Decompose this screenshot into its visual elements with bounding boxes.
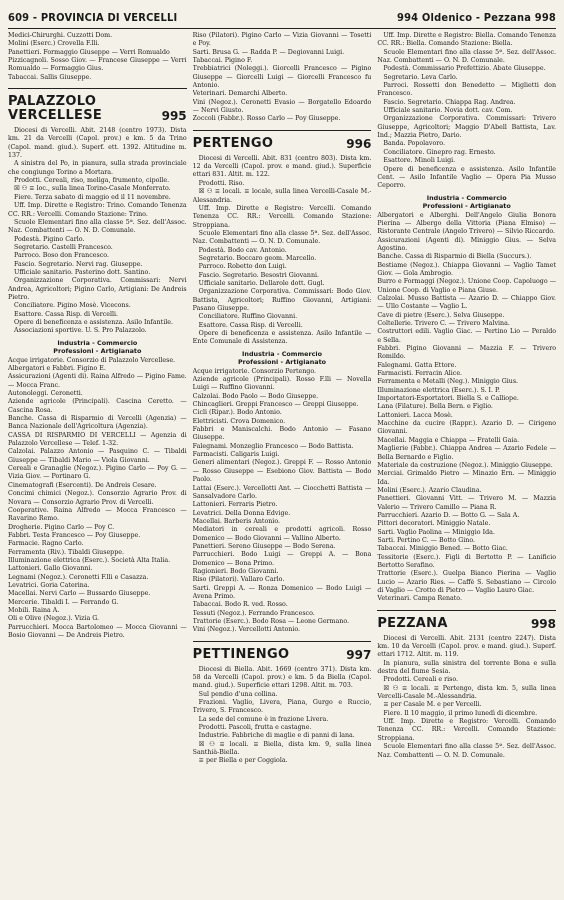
entry-line: Riso (Pilatori). Pigino Carlo — Vizia Giovanni — Tosetti e Poy. [192,32,372,48]
business-entry: Calzolai. Bodo Paolo — Bodo Giuseppe. [192,392,319,400]
business-entry: Banche. Cassa di Risparmio di Vercelli (Agenzia) — Banca Nazionale dell'Agricoltura (Agenzia). [8,415,187,431]
commune-info: Conciliatore. Ginepro rag. Ernesto. [383,148,496,156]
commune-info: Segretario. Leva Carlo. [383,73,458,81]
commune-number: 996 [346,136,372,151]
commune-info: Parroco. Robetto don Luigi. [198,263,287,271]
commune-info: Fascio. Segretario. Chiappa Rag. Andrea. [383,98,516,106]
business-entry: Tessuti (Negoz.). Ferrando Francesco. [192,609,315,617]
business-entry: Veterinari. Campa Renato. [377,595,462,603]
commune-info: In pianura, sulla sinistra del torrente Bona e sulla destra del fiume Sesia. [377,659,557,676]
business-entry: Molini (Eserc.). Azario Claudina. [377,486,482,494]
business-entry: Cicli (Ripar.). Bodo Antonio. [192,409,282,417]
business-entry: Lattai (Eserc.). Vercellotti Ant. — Ciocchetti Battista — Sansalvadore Carlo. [192,484,372,500]
business-entry: Cereali e Granaglie (Negoz.). Pigino Carlo — Poy G. — Vizia Giov. — Portinaro G. [8,465,187,481]
business-entry: Albergatori e Fabbri. Figino E. [8,365,106,372]
entry-line: Molini (Eserc.) Crovella F.lli. [8,40,100,48]
entry-line: Pizzicagnoli. Sosso Giov. — Francese Giuseppe — Verri Romualdo — Formaggio Gius. [8,57,187,73]
commune-info: Ufficiale sanitario. Novia dott. cav. Com. [383,107,513,115]
entry-line: Tabaccai. Sallis Giuseppe. [8,73,92,81]
business-entry: Cinematografi (Esercenti). De Andreis Cesare. [8,481,157,489]
commune-info: ☒ ⚇ ≡ locali. ≡ Pertengo, dista km. 5, sulla linea Vercelli-Casale M.-Alessandria. [377,684,557,701]
business-entry: Panettieri. Giovanni Vitt. — Trivero M. — Mazzia Valerio — Trivero Camillo — Piana R. [377,495,557,511]
commune-info: Prodotti. Pascoli, frutta e castagne. [198,724,312,732]
column-3 [377,32,556,894]
commune-info: Esattore. Minoli Luigi. [383,157,456,165]
business-entry: Macellai. Nervi Carlo — Bussardo Giuseppe. [8,590,151,598]
commune-info: ≡ per Biella e per Coggiola. [198,757,288,765]
business-entry: Illuminazione elettrica (Eserc.). S. I. P. [377,386,501,394]
commune-heading [193,130,372,151]
commune-info: ☒ ⚇ ≡ loc., sulla linea Torino-Casale Monferrato. [14,185,171,193]
business-entry: Tabaccai. Miniggio Bened. — Botto Giac. [377,545,508,553]
commune-info: Diocesi di Biella. Abit. 1669 (centro 371). Dista km. 58 da Vercelli (Capol. prov.) e km. 5 da Biella (Capol. mand. giud.). Superficie ettari 1298. Altit. m. 703. [192,665,372,690]
business-entry: Concimi chimici (Negoz.). Consorzio Agrario Prov. di Novara — Consorzio Agrario Prov. di Vercelli. [8,490,187,506]
business-entry: Lana (Filature). Bella Bern. e Figlio. [377,403,493,411]
business-entry: CASSA DI RISPARMIO DI VERCELLI — Agenzia di Palazzolo Vercellese — Telef. 1-32. [8,431,187,448]
commune-title: PEZZANA [377,615,448,631]
business-entry: Sarti. Vaglio Paolina — Miniggio Ida. [377,528,495,536]
commune-number: 998 [530,616,557,631]
business-entry: Macellai. Barberis Antonio. [192,517,281,525]
business-entry: Farmacisti. Caligaris Luigi. [192,451,280,459]
commune-info: La sede del comune è in frazione Livera. [198,715,329,723]
business-entry: Aziende agricole (Principali). Rosso F.lli — Novella Luigi — Ruffino Giovanni. [192,376,372,392]
section-subheading: Industria - Commercio Professioni - Artigianato [237,349,327,366]
business-entry: Calzolai. Musso Battista — Azario D. — Chiappo Giov. — Ullo Costante — Vaglio L. [377,294,557,311]
commune-info: ☒ ⚇ ≡ locali. ≡ Biella, dista km. 9, sulla linea Santhià-Biella. [192,740,372,757]
business-entry: Mobili. Raina A. [8,606,60,614]
commune-info: Diocesi di Vercelli. Abit. 831 (centro 803). Dista km. 12 da Vercelli (Capol. prov. e mand. giud.). Superficie ettari 831. Altit. m. 122. [192,154,372,179]
business-entry: Acque irrigatorie. Consorzio Pertengo. [192,367,317,375]
business-entry: Maglierie (Fabbr.). Chiappa Andrea — Azario Fedele — Bella Bernardo e Figlio. [377,445,557,461]
business-entry: Parrucchieri. Azario D. — Botto G. — Sala A. [377,511,520,519]
columns [8,32,556,894]
commune-info: Podestà. Commissario Prefettizio. Abate Giuseppe. [383,65,546,73]
business-entry: Lattonieri. Lacca Mosè. [377,411,453,419]
column-2 [193,32,372,894]
commune-info: ≡ per Casale M. e per Vercelli. [383,701,482,709]
business-entry: Coltellerie. Trivero C. — Trivero Malvina. [377,320,510,327]
commune-info: Scuole Elementari fino alla classe 5ª. Sez. dell'Assoc. Naz. Combattenti — O. N. D. Comunale. [192,229,372,246]
commune-info: Conciliatore. Ruffino Giovanni. [198,313,298,321]
commune-title: PERTENGO [192,135,274,151]
business-entry: Chincaglieri. Greppi Francesco — Greppi Giuseppe. [192,401,359,409]
business-entry: Trattorie (Eserc.). Bodo Rosa — Leone Germano. [192,618,350,625]
commune-info: Ufficiale sanitario. Pasterino dott. Santino. [14,268,151,276]
business-entry: Vini (Negoz.). Vercellotti Antonio. [192,626,301,634]
commune-info: Fascio. Segretario. Nervi rag. Giuseppe. [14,260,143,268]
entry-line: Sarti. Brusa G. — Radda P. — Degiovanni Luigi. [192,48,345,56]
business-entry: Calzolai. Palazzo Antonio — Pasquino C. — Tibaldi Giuseppe — Tibaldi Mario — Viola Giovanni. [8,448,187,464]
entry-line: Vini (Negoz.). Ceronetti Evasio — Borgatello Edoardo — Nervi Giusto. [192,98,372,115]
business-entry: Banche. Cassa di Risparmio di Biella (Succurs.). [377,253,532,261]
commune-info: Banda. Popolavoro. [383,140,445,148]
business-entry: Farmacisti. Ferracin Alice. [377,370,463,378]
business-entry: Panettieri. Sereno Giuseppe — Bodo Serena. [192,542,336,550]
business-entry: Legnami (Negoz.). Ceronetti F.lli e Casazza. [8,573,149,581]
business-entry: Falegnami. Monzeglio Francesco — Bodo Battista. [192,442,354,450]
business-entry: Ferramenta e Metalli (Neg.). Miniggio Gius. [377,378,519,386]
business-entry: Costruttori edili. Vaglio Giac. — Pertino Lio — Peraldo e Sella. [377,328,557,344]
commune-info: Sul pendio d'una collina. [198,690,278,698]
entry-line: Veterinari. Demarchi Alberto. [192,90,288,98]
business-entry: Importatori-Esportatori. Biella S. e Calliope. [377,395,519,403]
entry-line: Panettieri. Formaggio Giuseppe — Verri Romualdo [8,48,170,56]
commune-info: Diocesi di Vercelli. Abit. 2148 (centro 1973). Dista km. 21 da Vercelli (Capol. prov.) e km. 5 da Trino (Capol. mand. giud.). Superf. ett. 1392. Altitudine m. 137. [8,127,187,160]
commune-heading [193,641,372,662]
business-entry: Mercerie. Tibaldi I. — Ferrando G. [8,598,119,606]
commune-info: Uff. Imp. Dirette e Registro: Trino. Comando Tenenza CC. RR.: Vercelli. Comando Stazione: Trino. [8,202,187,218]
business-entry: Illuminazione elettrica (Eserc.). Società Alta Italia. [8,556,171,564]
commune-info: Uff. Imp. Dirette e Registro: Vercelli. Comando Tenenza CC. RR.: Vercelli. Comando Stazione: Stroppiana. [192,204,372,229]
business-entry: Albergatori e Alberghi. Dell'Angelo Giulia Bonora Pierina — Albergo della Vittoria (Piana Elmiso) — Ristorante Centrale (Angelo Trivero) — Silvio Riccardo. [377,211,557,236]
section-subheading: Industria - Commercio Professioni - Artigianato [53,338,142,355]
business-entry: Cooperative. Raina Alfredo — Mocca Francesco — Ravarino Remo. [8,506,187,523]
business-entry: Elettricisti. Crova Domenico. [192,417,286,425]
business-entry: Mediatori in cereali e prodotti agricoli. Rosso Domenico — Bodo Giovanni — Vallino Alberto. [192,526,372,542]
commune-info: Ufficiale sanitario. Dellarole dott. Gugl. [198,279,325,287]
commune-info: Diocesi di Vercelli. Abit. 2131 (centro 2247). Dista km. 10 da Vercelli (Capol. prov. e mand. giud.). Superf. ettari 1712. Altit. m. 119. [377,634,557,659]
commune-info: Uff. Imp. Dirette e Registro: Biella. Comando Tenenza CC. RR.: Biella. Comando Stazione: Biella. [377,32,557,48]
business-entry: Sarti. Pertino C. — Botto Gino. [377,536,476,544]
commune-info: Organizzazione Corporativa. Commissari: Nervi Andrea, Agricoltori; Pigino Carlo, Artigiani: De Andreis Pietro. [8,277,187,301]
column-1 [8,32,187,894]
business-entry: Ragionieri. Bodo Giovanni. [192,567,279,575]
commune-info: Frazioni. Vaglio, Livera, Piana, Gurgo e Ruccio, Trivero, S. Francesco. [192,699,372,715]
commune-info: Organizzazione Corporativa. Commissari: Bodo Giov. Battista, Agricoltori; Ruffino Giovanni, Artigiani: Pasano Giuseppe. [192,288,372,312]
business-entry: Pittori decoratori. Miniggio Natale. [377,520,491,528]
commune-info: Organizzazione Corporativa. Commissari: Trivero Giuseppe, Agricoltori; Maggio D'Abell Battista, Lav. Ind.; Mazzia Pietro, Dario. [377,115,557,140]
commune-info: Scuole Elementari fino alla classe 5ª. Sez. dell'Assoc. Naz. Combattenti — O. N. D. Comunale. [8,218,187,235]
commune-info: Prodotti. Riso. [198,179,245,187]
commune-number: 997 [346,647,372,662]
header-left: 609 - PROVINCIA DI VERCELLI [8,10,178,24]
business-entry: Levatrici. Goria Caterina. [8,581,90,589]
section-subheading: Industria - Commercio Professioni - Artigianato [422,193,511,210]
running-header [8,6,556,29]
header-right: 994 Oldenico - Pezzana 998 [397,10,556,24]
business-entry: Assicurazioni (Agenti di). Miniggio Gius. — Selva Agostino. [377,236,557,252]
commune-info: A sinistra del Po, in pianura, sulla strada provinciale che congiunge Torino a Mortara. [8,160,187,176]
business-entry: Fabbri. Testa Francesco — Poy Giuseppe. [8,531,141,539]
commune-info: Conciliatore. Pigino Mosè. Vicecons. [14,302,131,310]
business-entry: Riso (Pilatori). Vallaro Carlo. [192,576,285,584]
business-entry: Lattonieri. Ferraris Pietro. [192,501,278,509]
commune-info: Esattore. Cassa Risp. di Vercelli. [198,321,303,329]
commune-info: Uff. Imp. Dirette e Registro: Vercelli. Comando Tenenza CC. RR.: Vercelli. Comando Stazione: Stroppiana. [377,718,557,742]
business-entry: Tessitorie (Eserc.). Figli di Bertotto P. — Lanificio Bertotto Serafino. [377,553,557,569]
commune-info: Industrie. Fabbriche di maglie e di panni di lana. [198,732,355,740]
commune-info: ☒ ⚇ ≡ locali. ≡ locale, sulla linea Vercelli-Casale M.-Alessandria. [192,188,372,204]
commune-heading [377,610,556,631]
commune-info: Podestà. Pigino Carlo. [14,235,85,243]
business-entry: Cave di pietre (Eserc.). Selva Giuseppe. [377,311,505,319]
business-entry: Sarti. Greppi A. — Ronza Domenico — Bodo Luigi — Avena Primo. [192,584,372,600]
commune-info: Opere di beneficenza e assistenza. Asilo Infantile. [14,318,173,326]
commune-info: Fascio. Segretario. Besostri Giovanni. [198,271,320,279]
commune-info: Podestà. Bodo cav. Antonio. [198,246,287,254]
business-entry: Drogherie. Pigino Carlo — Poy C. [8,523,115,531]
commune-info: Fiere. Il 10 maggio, il primo lunedì di dicembre. [383,709,538,717]
entry-line: Medici-Chirurghi. Cuzzotti Dom. [8,32,113,39]
business-entry: Falegnami. Gatta Ettore. [377,361,457,369]
business-entry: Materiale da costruzione (Negoz.). Miniggio Giuseppe. [377,461,553,469]
entry-line: Zoccoli (Fabbr.). Rosso Carlo — Poy Giuseppe. [192,115,341,123]
entry-line: Tabaccai. Pigino F. [192,57,253,65]
business-entry: Generi alimentari (Negoz.). Greppi F. — Rosso Antonio — Rosso Giuseppe — Esebiono Giov. Battista — Bodo Paolo. [192,459,372,484]
commune-info: Prodotti. Cereali e riso. [383,676,459,684]
business-entry: Macellai. Maggia e Chiappa — Fratelli Gaia. [377,436,520,444]
commune-info: Parroco. Boso don Francesco. [14,252,109,260]
commune-title: PALAZZOLO VERCELLESE [8,94,103,124]
business-entry: Lattonieri. Gallo Giovanni. [8,565,93,573]
business-entry: Tabaccai. Bodo R. ved. Rosso. [192,601,288,609]
commune-title: PETTINENGO [192,646,290,662]
business-entry: Farmacie. Ragno Carlo. [8,540,84,548]
business-entry: Ferramenta (Riv.). Tibaldi Giuseppe. [8,548,124,556]
commune-info: Segretario. Boccaro geom. Marcello. [198,254,317,262]
business-entry: Levatrici. Della Donna Edvige. [192,509,291,517]
business-entry: Burro e Formaggi (Negoz.). Unione Coop. Capoluogo — Unione Coop. di Vaglio e Piana Giuse. [377,278,557,294]
business-entry: Fabbri. Pigino Giovanni — Mazzia F. — Trivero Romildo. [377,345,557,361]
entry-line: Trebbiatrici (Noleggi.). Giorcelli Francesco — Pigino Giuseppe — Giorcelli Luigi — Giorcelli Francesco fu Antonio. [192,65,372,90]
business-entry: Aziende agricole (Principali). Cascina Ceretto. — Cascina Rosa. [8,398,187,414]
business-entry: Parrucchieri. Mocca Bartolomeo — Mocca Giovanni — Bosio Giovanni — De Andreis Pietro. [8,623,187,639]
business-entry: Macchine da cucire (Rappr.). Azario D. — Cirigeno Giovanni. [377,420,557,436]
commune-info: Associazioni sportive. U. S. Pro Palazzolo. [14,327,147,335]
business-entry: Autonoleggi. Ceronetti. [8,390,83,398]
commune-info: Opere di beneficenza e assistenza. Asilo Infantile — Ente Comunale di Assistenza. [192,330,372,346]
commune-info: Prodotti. Cereali, riso, meliga, frumento, cipolle. [14,177,170,185]
business-entry: Trattorie (Eserc.). Guelpa Bianco Pierina — Vaglio Lucio — Azario Ries. — Caffè S. Sebastiano — Circolo di Vaglio — Crotto di Pietro — Vaglio Lauro Giac. [377,570,557,594]
business-entry: Acque irrigatorie. Consorzio di Palazzolo Vercellese. [8,356,176,364]
commune-info: Scuole Elementari fino alla classe 5ª. Sez. dell'Assoc. Naz. Combattenti — O. N. D. Comunale. [377,743,557,759]
business-entry: Bestiame (Negoz.). Chiappa Giovanni — Vaglio Tamet Giov. — Gola Ambrogio. [377,261,557,277]
commune-number: 995 [161,109,187,124]
commune-info: Scuole Elementari fino alla classe 5ª. Sez. dell'Assoc. Naz. Combattenti — O. N. D. Comunale. [377,48,557,65]
business-entry: Oli e Olive (Negoz.). Vizia G. [8,615,100,623]
commune-heading [8,88,187,123]
commune-info: Esattore. Cassa Risp. di Vercelli. [14,310,119,318]
business-entry: Assicurazioni (Agenti di). Raina Alfredo — Pigino Fame. — Mocca Franc. [8,373,187,389]
business-entry: Merciai. Grimaldo Pietro — Minazio Ern. — Miniggio Ida. [377,470,557,486]
commune-info: Fiere. Terza sabato di maggio ed il 11 novembre. [14,193,171,201]
commune-info: Opere di beneficenza e assistenza. Asilo Infantile Cent. — Asilo Infantile Vaglio — Opera Pia Musso Ceporro. [377,165,557,190]
commune-info: Segretario. Castelli Francesco. [14,243,113,251]
business-entry: Fabbri e Maniscalchi. Bodo Antonio — Fasano Giuseppe. [192,426,372,442]
commune-info: Parroci. Rossetti don Benedetto — Miglietti don Francesco. [377,82,557,98]
business-entry: Parrucchieri. Bodo Luigi — Greppi A. — Bona Domenico — Bona Primo. [192,551,372,567]
